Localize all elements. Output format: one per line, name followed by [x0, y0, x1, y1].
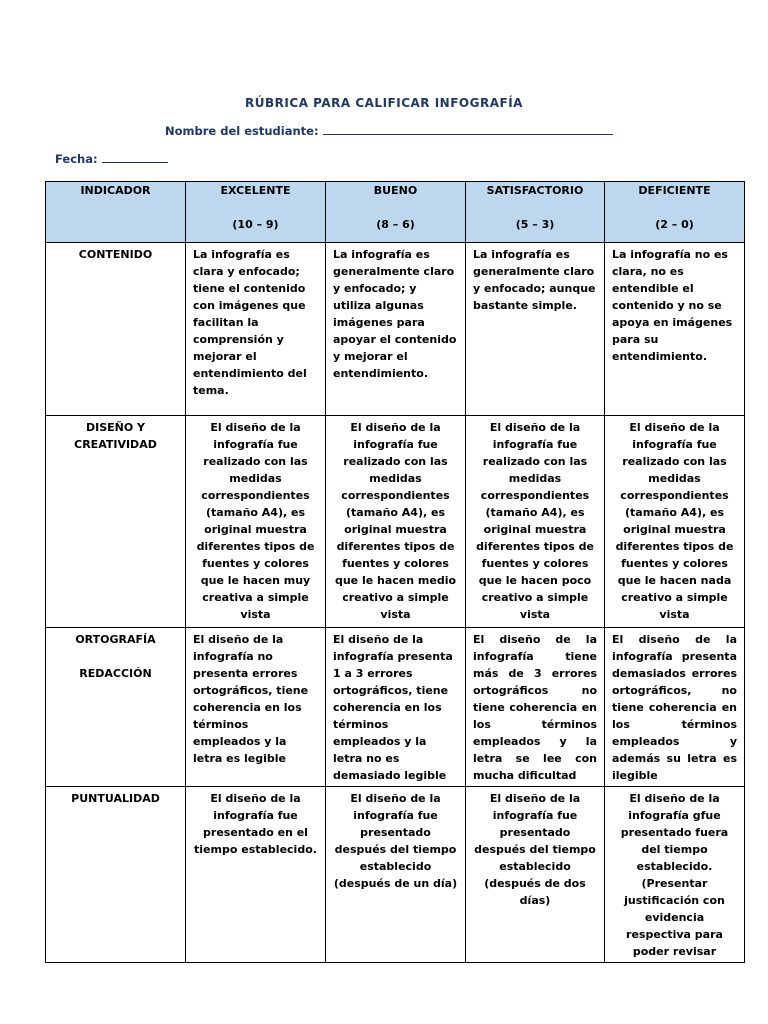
- date-label: Fecha:: [55, 152, 98, 166]
- header-bueno: BUENO (8 – 6): [326, 182, 466, 243]
- row-diseno: [46, 416, 745, 628]
- cell-puntualidad-excelente: El diseño de la infografía fue presentado en el tiempo establecido.: [186, 787, 326, 963]
- cell-contenido-excelente: La infografía es clara y enfocado; tiene el contenido con imágenes que facilitan la comprensión y mejorar el entendimiento del tema.: [186, 243, 326, 416]
- header-excelente: EXCELENTE (10 – 9): [186, 182, 326, 243]
- cell-ortografia-satisfactorio: El diseño de la infografía tiene más de 3 errores ortográficos no tiene coherencia en los términos empleados y la letra se lee con mucha dificultad: [466, 628, 605, 787]
- student-name-blank: [323, 124, 613, 135]
- cell-ortografia-excelente: El diseño de la infografía no presenta errores ortográficos, tiene coherencia en los términos empleados y la letra es legible: [186, 628, 326, 787]
- document-title: RÚBRICA PARA CALIFICAR INFOGRAFÍA: [245, 96, 523, 110]
- indicator-diseno: DISEÑO Y CREATIVIDAD: [46, 416, 186, 628]
- range-bueno: (8 – 6): [376, 218, 415, 231]
- date-blank: [102, 152, 168, 163]
- cell-puntualidad-satisfactorio: El diseño de la infografía fue presentado después del tiempo establecido (después de dos días): [466, 787, 605, 963]
- range-excelente: (10 – 9): [232, 218, 279, 231]
- cell-diseno-deficiente: El diseño de la infografía fue realizado con las medidas correspondientes (tamaño A4), es original muestra diferentes tipos de fuentes y colores que le hacen nada creativo a simple vista: [605, 416, 745, 628]
- cell-puntualidad-bueno: El diseño de la infografía fue presentado después del tiempo establecido (después de un día): [326, 787, 466, 963]
- row-ortografia: [46, 628, 745, 787]
- cell-diseno-excelente: El diseño de la infografía fue realizado con las medidas correspondientes (tamaño A4), es original muestra diferentes tipos de fuentes y colores que le hacen muy creativa a simple vista: [186, 416, 326, 628]
- cell-ortografia-bueno: El diseño de la infografía presenta 1 a 3 errores ortográficos, tiene coherencia en los términos empleados y la letra no es demasiado legible: [326, 628, 466, 787]
- indicator-puntualidad: PUNTUALIDAD: [46, 787, 186, 963]
- cell-diseno-bueno: El diseño de la infografía fue realizado con las medidas correspondientes (tamaño A4), es original muestra diferentes tipos de fuentes y colores que le hacen medio creativo a simple vista: [326, 416, 466, 628]
- indicator-ortografia: ORTOGRAFÍA REDACCIÓN: [46, 628, 186, 787]
- date-line: [55, 152, 168, 166]
- student-name-label: Nombre del estudiante:: [165, 124, 319, 138]
- student-name-line: [165, 124, 613, 138]
- rubric-table: [45, 181, 745, 963]
- indicator-contenido: CONTENIDO: [46, 243, 186, 416]
- cell-ortografia-deficiente: El diseño de la infografía presenta demasiados errores ortográficos, no tiene coherencia en los términos empleados y además su letra es ilegible: [605, 628, 745, 787]
- cell-contenido-satisfactorio: La infografía es generalmente claro y enfocado; aunque bastante simple.: [466, 243, 605, 416]
- header-satisfactorio: SATISFACTORIO (5 – 3): [466, 182, 605, 243]
- header-deficiente: DEFICIENTE (2 – 0): [605, 182, 745, 243]
- row-puntualidad: [46, 787, 745, 963]
- cell-diseno-satisfactorio: El diseño de la infografía fue realizado con las medidas correspondientes (tamaño A4), es original muestra diferentes tipos de fuentes y colores que le hacen poco creativo a simple vista: [466, 416, 605, 628]
- cell-contenido-bueno: La infografía es generalmente claro y enfocado; y utiliza algunas imágenes para apoyar el contenido y mejorar el entendimiento.: [326, 243, 466, 416]
- range-deficiente: (2 – 0): [655, 218, 694, 231]
- row-contenido: [46, 243, 745, 416]
- cell-puntualidad-deficiente: El diseño de la infografía gfue presentado fuera del tiempo establecido. (Presentar justificación con evidencia respectiva para poder revisar: [605, 787, 745, 963]
- range-satisfactorio: (5 – 3): [515, 218, 555, 231]
- cell-contenido-deficiente: La infografía no es clara, no es entendible el contenido y no se apoya en imágenes para su entendimiento.: [605, 243, 745, 416]
- header-indicador: INDICADOR: [46, 182, 186, 243]
- header-row: [46, 182, 745, 243]
